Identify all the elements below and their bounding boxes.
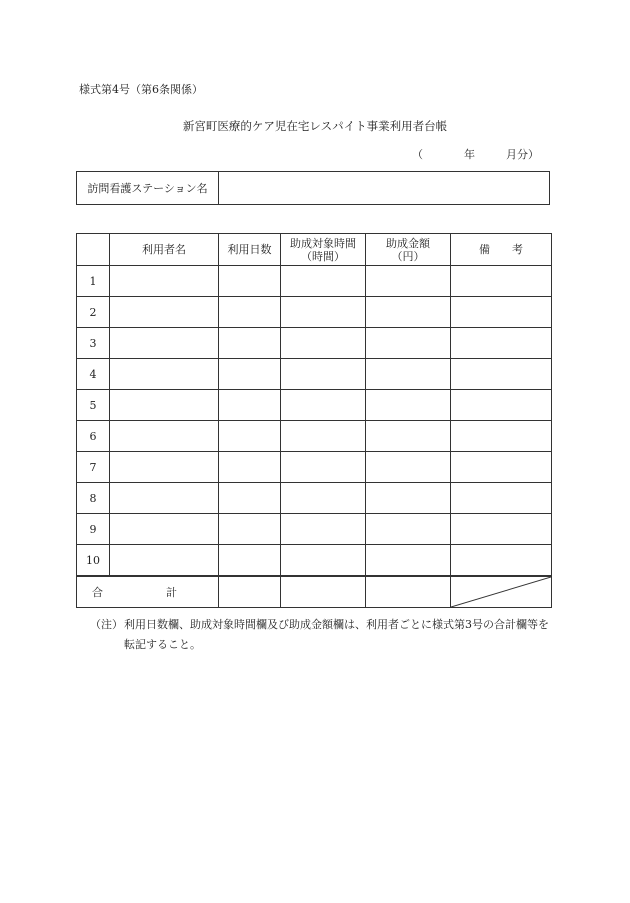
header-subsidy-hours-line2: （時間） — [301, 249, 345, 263]
row-number: 2 — [77, 297, 110, 328]
table-row — [77, 266, 552, 297]
table-row — [77, 514, 552, 545]
table-row — [77, 328, 552, 359]
footnote-marker: （注） — [90, 618, 123, 631]
footnote-text: 利用日数欄、助成対象時間欄及び助成金額欄は、利用者ごとに様式第3号の合計欄等を転記すること。 — [124, 618, 549, 651]
days-used-cell[interactable] — [219, 359, 281, 390]
row-number: 3 — [77, 328, 110, 359]
document-title: 新宮町医療的ケア児在宅レスパイト事業利用者台帳 — [182, 119, 448, 133]
table-row — [77, 483, 552, 514]
user-ledger-table — [76, 233, 552, 608]
user-name-cell[interactable] — [110, 266, 219, 297]
table-header-row — [77, 234, 552, 266]
remarks-cell[interactable] — [451, 452, 552, 483]
subsidy-amount-cell[interactable] — [366, 421, 451, 452]
remarks-cell[interactable] — [451, 266, 552, 297]
user-name-cell[interactable] — [110, 297, 219, 328]
user-name-cell[interactable] — [110, 328, 219, 359]
station-name-box — [76, 171, 550, 205]
station-name-label: 訪問看護ステーション名 — [77, 172, 219, 204]
row-number: 8 — [77, 483, 110, 514]
header-subsidy-hours — [281, 234, 366, 266]
subsidy-amount-cell[interactable] — [366, 266, 451, 297]
days-used-cell[interactable] — [219, 266, 281, 297]
days-used-cell[interactable] — [219, 328, 281, 359]
subsidy-hours-cell[interactable] — [281, 328, 366, 359]
total-remarks-crossed-cell — [451, 576, 552, 608]
station-name-field[interactable] — [219, 172, 549, 204]
days-used-cell[interactable] — [219, 390, 281, 421]
subsidy-hours-cell[interactable] — [281, 359, 366, 390]
header-subsidy-hours-line1: 助成対象時間 — [290, 236, 356, 250]
row-number: 7 — [77, 452, 110, 483]
table-row — [77, 421, 552, 452]
remarks-cell[interactable] — [451, 328, 552, 359]
days-used-cell[interactable] — [219, 514, 281, 545]
subsidy-amount-cell[interactable] — [366, 514, 451, 545]
subsidy-amount-cell[interactable] — [366, 390, 451, 421]
header-subsidy-amount-line2: （円） — [391, 249, 425, 263]
table-row — [77, 452, 552, 483]
subsidy-amount-cell[interactable] — [366, 483, 451, 514]
table-row — [77, 297, 552, 328]
user-name-cell[interactable] — [110, 359, 219, 390]
subsidy-hours-cell[interactable] — [281, 297, 366, 328]
form-number: 様式第4号（第6条関係） — [79, 83, 203, 96]
subsidy-hours-cell[interactable] — [281, 483, 366, 514]
remarks-cell[interactable] — [451, 297, 552, 328]
diagonal-strike-line — [451, 577, 551, 607]
subsidy-amount-cell[interactable] — [366, 328, 451, 359]
subsidy-hours-cell[interactable] — [281, 452, 366, 483]
subsidy-hours-cell[interactable] — [281, 421, 366, 452]
row-number: 1 — [77, 266, 110, 297]
remarks-cell[interactable] — [451, 545, 552, 577]
user-name-cell[interactable] — [110, 390, 219, 421]
header-remarks: 備 考 — [451, 234, 552, 266]
total-row — [77, 576, 552, 608]
days-used-cell[interactable] — [219, 545, 281, 577]
remarks-cell[interactable] — [451, 483, 552, 514]
row-number: 10 — [77, 545, 110, 577]
subsidy-hours-cell[interactable] — [281, 390, 366, 421]
remarks-cell[interactable] — [451, 514, 552, 545]
user-name-cell[interactable] — [110, 545, 219, 577]
table-row — [77, 359, 552, 390]
table-row — [77, 390, 552, 421]
days-used-cell[interactable] — [219, 297, 281, 328]
header-number — [77, 234, 110, 266]
row-number: 4 — [77, 359, 110, 390]
period-open-paren: （ — [412, 148, 423, 161]
total-days-used-cell[interactable] — [219, 576, 281, 608]
user-name-cell[interactable] — [110, 452, 219, 483]
header-subsidy-amount-line1: 助成金額 — [386, 236, 430, 250]
subsidy-hours-cell[interactable] — [281, 266, 366, 297]
total-subsidy-amount-cell[interactable] — [366, 576, 451, 608]
row-number: 6 — [77, 421, 110, 452]
subsidy-hours-cell[interactable] — [281, 545, 366, 577]
row-number: 5 — [77, 390, 110, 421]
remarks-cell[interactable] — [451, 390, 552, 421]
table-row — [77, 545, 552, 577]
remarks-cell[interactable] — [451, 359, 552, 390]
user-name-cell[interactable] — [110, 514, 219, 545]
user-name-cell[interactable] — [110, 421, 219, 452]
total-subsidy-hours-cell[interactable] — [281, 576, 366, 608]
row-number: 9 — [77, 514, 110, 545]
period-year-label: 年 — [464, 148, 475, 161]
days-used-cell[interactable] — [219, 452, 281, 483]
total-label: 合 計 — [77, 576, 219, 608]
subsidy-hours-cell[interactable] — [281, 514, 366, 545]
subsidy-amount-cell[interactable] — [366, 359, 451, 390]
header-days-used: 利用日数 — [219, 234, 281, 266]
remarks-cell[interactable] — [451, 421, 552, 452]
subsidy-amount-cell[interactable] — [366, 297, 451, 328]
user-name-cell[interactable] — [110, 483, 219, 514]
subsidy-amount-cell[interactable] — [366, 452, 451, 483]
header-subsidy-amount — [366, 234, 451, 266]
days-used-cell[interactable] — [219, 421, 281, 452]
period-month-label: 月分） — [506, 148, 539, 161]
subsidy-amount-cell[interactable] — [366, 545, 451, 577]
header-user-name: 利用者名 — [110, 234, 219, 266]
days-used-cell[interactable] — [219, 483, 281, 514]
